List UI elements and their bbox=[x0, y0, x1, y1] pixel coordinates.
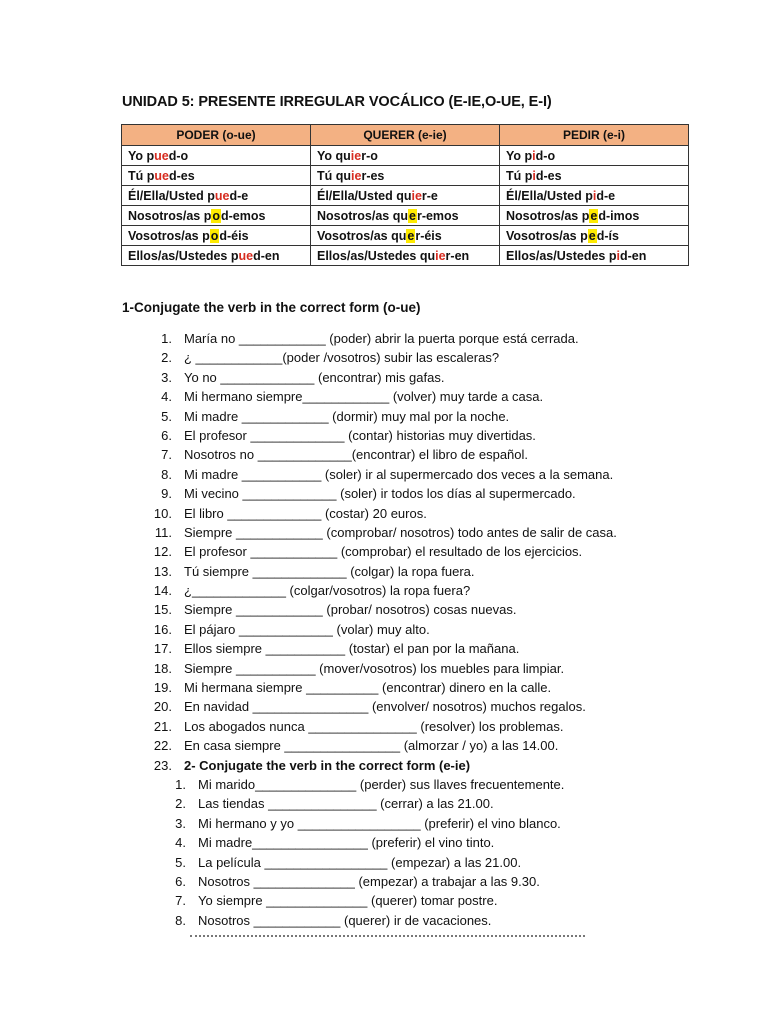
stem-change: ie bbox=[435, 248, 446, 263]
item-text: Mi hermana siempre __________ (encontrar) dinero en la calle. bbox=[184, 680, 552, 696]
item-text: Siempre ___________ (mover/vosotros) los muebles para limpiar. bbox=[184, 660, 565, 676]
item-number: 8. bbox=[161, 466, 172, 482]
item-number: 17. bbox=[153, 641, 172, 657]
conjugation-table bbox=[121, 124, 689, 266]
cell-text: Yo qu bbox=[317, 148, 351, 163]
item-number: 7. bbox=[161, 447, 172, 463]
item-text: Tú siempre _____________ (colgar) la ropa fuera. bbox=[184, 563, 475, 579]
item-number: 1. bbox=[161, 331, 172, 346]
item-number: 9. bbox=[161, 486, 172, 502]
exercise-list bbox=[140, 329, 617, 775]
cell-text: Yo p bbox=[128, 148, 155, 163]
item-number: 10. bbox=[153, 505, 172, 521]
stem-change: ue bbox=[214, 188, 230, 203]
item-number: 5. bbox=[175, 854, 186, 870]
cell-text: Ellos/as/Ustedes p bbox=[128, 248, 239, 263]
stem-change: i bbox=[532, 168, 536, 183]
item-number: 4. bbox=[161, 389, 172, 405]
item-text: Mi madre ____________ (dormir) muy mal por la noche. bbox=[184, 408, 510, 424]
list-item bbox=[140, 736, 617, 755]
conjugation-cell bbox=[311, 186, 500, 206]
list-item bbox=[140, 639, 617, 658]
conjugation-cell bbox=[122, 166, 311, 186]
item-text: María no ____________ (poder) abrir la puerta porque está cerrada. bbox=[184, 331, 579, 346]
cell-text: r-emos bbox=[416, 208, 459, 223]
header-poder: PODER (o-ue) bbox=[122, 125, 311, 146]
item-number: 12. bbox=[153, 544, 172, 560]
item-text: El profesor ____________ (comprobar) el resultado de los ejercicios. bbox=[184, 544, 583, 560]
conjugation-cell bbox=[500, 226, 689, 246]
cell-text: Ellos/as/Ustedes qu bbox=[317, 248, 436, 263]
item-number: 16. bbox=[153, 621, 172, 637]
item-text: ¿ ____________(poder /vosotros) subir las escaleras? bbox=[184, 350, 500, 366]
list-item bbox=[162, 794, 564, 813]
stem-change: ue bbox=[154, 148, 169, 163]
cell-text: Nosotros/as p bbox=[128, 208, 212, 223]
section2-heading-row bbox=[140, 756, 617, 775]
list-item bbox=[140, 620, 617, 639]
list-item bbox=[140, 717, 617, 736]
list-item bbox=[140, 465, 617, 484]
stem-change: o bbox=[210, 228, 219, 243]
cell-text: d-ís bbox=[596, 228, 619, 243]
section1-heading: 1-Conjugate the verb in the correct form (o-ue) bbox=[122, 300, 421, 315]
item-text: Nosotros ____________ (querer) ir de vacaciones. bbox=[198, 912, 492, 928]
cell-text: r-o bbox=[361, 148, 378, 163]
stem-change: ue bbox=[154, 168, 169, 183]
item-number: 20. bbox=[153, 699, 172, 715]
cell-text: d-es bbox=[168, 168, 195, 183]
item-text: El libro _____________ (costar) 20 euros. bbox=[184, 505, 427, 521]
table-row bbox=[122, 226, 689, 246]
list-item bbox=[140, 484, 617, 503]
section2-heading: 2- Conjugate the verb in the correct form (e-ie) bbox=[184, 757, 471, 773]
item-text: Mi hermano y yo _________________ (preferir) el vino blanco. bbox=[198, 815, 561, 831]
list-item bbox=[140, 348, 617, 367]
cell-text: d-en bbox=[253, 248, 280, 263]
table-row bbox=[122, 146, 689, 166]
table-row bbox=[122, 186, 689, 206]
list-item bbox=[140, 562, 617, 581]
item-text: Ellos siempre ___________ (tostar) el pan por la mañana. bbox=[184, 641, 520, 657]
item-number: 8. bbox=[175, 912, 186, 928]
item-number: 7. bbox=[175, 893, 186, 909]
item-text: Las tiendas _______________ (cerrar) a las 21.00. bbox=[198, 796, 494, 812]
list-item bbox=[140, 368, 617, 387]
list-item bbox=[162, 833, 564, 852]
cut-off-line bbox=[190, 934, 585, 938]
item-number: 21. bbox=[153, 718, 172, 734]
cell-text: r-en bbox=[445, 248, 470, 263]
table-row bbox=[122, 206, 689, 226]
cell-text: Nosotros/as p bbox=[506, 208, 590, 223]
list-item bbox=[140, 523, 617, 542]
item-text: Mi hermano siempre____________ (volver) muy tarde a casa. bbox=[184, 389, 544, 405]
cell-text: Vosotros/as qu bbox=[317, 228, 407, 243]
cell-text: Tú p bbox=[128, 168, 155, 183]
item-text: El pájaro _____________ (volar) muy alto. bbox=[184, 621, 430, 637]
conjugation-cell bbox=[500, 146, 689, 166]
stem-change: ie bbox=[350, 148, 362, 163]
list-item bbox=[140, 445, 617, 464]
cell-text: r-es bbox=[361, 168, 385, 183]
list-item bbox=[140, 581, 617, 600]
list-item bbox=[140, 697, 617, 716]
section1-items bbox=[140, 329, 617, 756]
conjugation-cell bbox=[311, 226, 500, 246]
cell-text: d-en bbox=[619, 248, 647, 263]
conjugation-cell bbox=[122, 146, 311, 166]
conjugation-cell bbox=[311, 246, 500, 266]
cell-text: Yo p bbox=[506, 148, 533, 163]
page-title: UNIDAD 5: PRESENTE IRREGULAR VOCÁLICO (E-IE,O-UE, E-I) bbox=[122, 94, 552, 110]
conjugation-cell bbox=[500, 206, 689, 226]
list-item bbox=[140, 387, 617, 406]
item-text: Mi marido______________ (perder) sus llaves frecuentemente. bbox=[198, 777, 565, 792]
cell-text: Nosotros/as qu bbox=[317, 208, 408, 223]
item-number: 6. bbox=[161, 427, 172, 443]
cell-text: Vosotros/as p bbox=[506, 228, 588, 243]
list-item bbox=[140, 542, 617, 561]
conjugation-cell bbox=[122, 226, 311, 246]
item-text: Siempre ____________ (comprobar/ nosotros) todo antes de salir de casa. bbox=[184, 524, 617, 540]
cell-text: Él/Ella/Usted qu bbox=[317, 188, 412, 203]
cell-text: Tú qu bbox=[317, 168, 352, 183]
stem-change: i bbox=[592, 188, 597, 203]
list-item bbox=[162, 872, 564, 891]
conjugation-cell bbox=[311, 206, 500, 226]
cell-text: d-o bbox=[535, 148, 556, 163]
stem-change: ie bbox=[411, 188, 422, 203]
stem-change: o bbox=[212, 208, 220, 223]
item-text: En casa siempre ________________ (almorzar / yo) a las 14.00. bbox=[184, 738, 559, 754]
item-number: 14. bbox=[153, 583, 172, 599]
table-header-row bbox=[122, 125, 689, 146]
item-number: 15. bbox=[153, 602, 172, 618]
stem-change: ie bbox=[351, 168, 362, 183]
section2-items bbox=[162, 775, 564, 930]
cell-text: d-es bbox=[535, 168, 562, 183]
list-item bbox=[140, 504, 617, 523]
item-number: 2. bbox=[161, 350, 172, 366]
item-number: 19. bbox=[153, 680, 172, 696]
item-text: Mi madre ___________ (soler) ir al supermercado dos veces a la semana. bbox=[184, 466, 614, 482]
table-row bbox=[122, 166, 689, 186]
conjugation-cell bbox=[311, 146, 500, 166]
item-text: Nosotros ______________ (empezar) a trabajar a las 9.30. bbox=[198, 873, 540, 889]
conjugation-cell bbox=[500, 166, 689, 186]
item-number: 18. bbox=[153, 660, 172, 676]
cell-text: d-e bbox=[596, 188, 616, 203]
cell-text: Él/Ella/Usted p bbox=[128, 188, 215, 203]
cell-text: d-éis bbox=[219, 228, 249, 243]
list-item bbox=[162, 853, 564, 872]
stem-change: e bbox=[407, 228, 415, 243]
item-text: Mi madre________________ (preferir) el vino tinto. bbox=[198, 835, 495, 851]
header-pedir: PEDIR (e-i) bbox=[500, 125, 689, 146]
item-number: 4. bbox=[175, 835, 186, 851]
list-item bbox=[140, 678, 617, 697]
stem-change: i bbox=[616, 248, 620, 263]
stem-change: e bbox=[588, 228, 596, 243]
conjugation-cell bbox=[122, 206, 311, 226]
stem-change: e bbox=[590, 208, 598, 223]
cell-text: r-e bbox=[421, 188, 438, 203]
list-item bbox=[162, 891, 564, 910]
list-item bbox=[162, 814, 564, 833]
item-number: 1. bbox=[175, 777, 186, 792]
item-number: 13. bbox=[153, 563, 172, 579]
conjugation-cell bbox=[122, 186, 311, 206]
cell-text: d-o bbox=[168, 148, 189, 163]
item-text: Los abogados nunca _______________ (resolver) los problemas. bbox=[184, 718, 564, 734]
item-text: ¿_____________ (colgar/vosotros) la ropa fuera? bbox=[184, 583, 471, 599]
section2-number: 23. bbox=[153, 757, 172, 773]
item-text: Siempre ____________ (probar/ nosotros) cosas nuevas. bbox=[184, 602, 517, 618]
stem-change: ue bbox=[238, 248, 254, 263]
list-item bbox=[140, 659, 617, 678]
list-item bbox=[140, 426, 617, 445]
item-number: 2. bbox=[175, 796, 186, 812]
list-item bbox=[162, 911, 564, 930]
list-item bbox=[162, 775, 564, 794]
item-text: Mi vecino _____________ (soler) ir todos los días al supermercado. bbox=[184, 486, 576, 502]
item-text: El profesor _____________ (contar) historias muy divertidas. bbox=[184, 427, 536, 443]
item-number: 11. bbox=[154, 524, 172, 540]
conjugation-cell bbox=[122, 246, 311, 266]
item-number: 3. bbox=[161, 369, 172, 385]
stem-change: i bbox=[532, 148, 536, 163]
conjugation-cell bbox=[500, 246, 689, 266]
table-row bbox=[122, 246, 689, 266]
list-item bbox=[140, 600, 617, 619]
list-item bbox=[140, 329, 617, 348]
cell-text: Ellos/as/Ustedes p bbox=[506, 248, 617, 263]
table-body bbox=[122, 146, 689, 266]
item-number: 5. bbox=[161, 408, 172, 424]
item-text: La película _________________ (empezar) a las 21.00. bbox=[198, 854, 522, 870]
item-number: 6. bbox=[175, 873, 186, 889]
item-number: 3. bbox=[175, 815, 186, 831]
cell-text: r-éis bbox=[415, 228, 442, 243]
conjugation-cell bbox=[311, 166, 500, 186]
cell-text: Él/Ella/Usted p bbox=[506, 188, 593, 203]
list-item bbox=[140, 407, 617, 426]
item-number: 22. bbox=[153, 738, 172, 754]
item-text: Nosotros no _____________(encontrar) el libro de español. bbox=[184, 447, 529, 463]
item-text: Yo siempre ______________ (querer) tomar postre. bbox=[198, 893, 498, 909]
cell-text: Tú p bbox=[506, 168, 533, 183]
cell-text: d-emos bbox=[221, 208, 266, 223]
cell-text: d-e bbox=[229, 188, 249, 203]
item-text: Yo no _____________ (encontrar) mis gafas. bbox=[184, 369, 445, 385]
header-querer: QUERER (e-ie) bbox=[311, 125, 500, 146]
item-text: En navidad ________________ (envolver/ nosotros) muchos regalos. bbox=[184, 699, 586, 715]
cell-text: Vosotros/as p bbox=[128, 228, 210, 243]
conjugation-cell bbox=[500, 186, 689, 206]
cell-text: d-imos bbox=[598, 208, 640, 223]
stem-change: e bbox=[409, 208, 416, 223]
